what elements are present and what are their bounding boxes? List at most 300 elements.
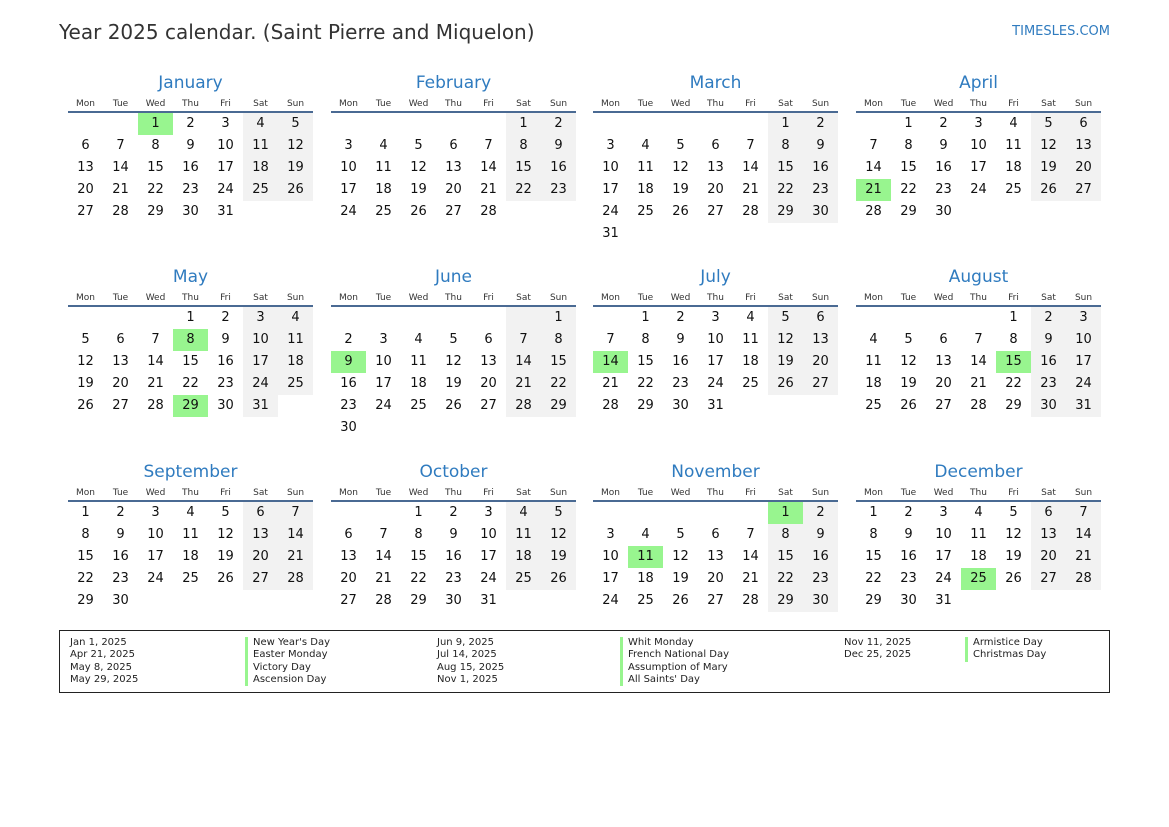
day-cell: 19 — [1005, 549, 1022, 564]
day-cell: 19 — [77, 376, 94, 391]
day-cell: 3 — [484, 505, 493, 520]
day-cell: 24 — [970, 182, 987, 197]
empty-cell — [698, 502, 733, 524]
day-cell: 29 — [410, 593, 427, 608]
day-cell: 22 — [506, 179, 541, 201]
month-may — [68, 267, 313, 417]
empty-cell — [628, 502, 663, 524]
day-cell: 15 — [637, 354, 654, 369]
day-cell: 19 — [445, 376, 462, 391]
day-cell: 27 — [340, 593, 357, 608]
day-cell: 19 — [672, 182, 689, 197]
day-cell: 23 — [672, 376, 689, 391]
empty-cell — [243, 201, 278, 223]
weekday-label: Tue — [375, 488, 392, 498]
weekday-label: Wed — [933, 488, 954, 498]
day-cell: 22 — [768, 568, 803, 590]
day-cell: 26 — [410, 204, 427, 219]
day-cell: 15 — [865, 549, 882, 564]
day-cell: 31 — [935, 593, 952, 608]
weekday-label: Mon — [864, 488, 883, 498]
day-cell: 14 — [112, 160, 129, 175]
day-cell: 28 — [970, 398, 987, 413]
day-cell: 5 — [904, 332, 913, 347]
day-cell: 21 — [742, 182, 759, 197]
day-cell: 30 — [340, 420, 357, 435]
day-cell: 30 — [900, 593, 917, 608]
legend-date: Jun 9, 2025 — [437, 637, 494, 648]
holiday-day-cell: 1 — [138, 113, 173, 135]
weekday-label: Wed — [145, 293, 166, 303]
weekday-header — [593, 97, 838, 113]
day-grid — [593, 502, 838, 612]
month-name: January — [158, 73, 223, 93]
day-cell: 2 — [803, 113, 838, 135]
day-cell: 24 — [375, 398, 392, 413]
day-cell: 18 — [375, 182, 392, 197]
month-april — [856, 73, 1101, 223]
day-cell: 2 — [186, 116, 195, 131]
day-cell: 24 — [707, 376, 724, 391]
day-cell: 5 — [1031, 113, 1066, 135]
day-cell: 12 — [672, 549, 689, 564]
weekday-label: Sun — [286, 99, 305, 109]
day-cell: 12 — [1005, 527, 1022, 542]
weekday-label: Fri — [1008, 293, 1019, 303]
weekday-label: Wed — [670, 99, 691, 109]
day-cell: 10 — [243, 329, 278, 351]
day-cell: 28 — [506, 395, 541, 417]
empty-cell — [366, 307, 401, 329]
day-cell: 13 — [1031, 524, 1066, 546]
empty-cell — [471, 417, 506, 439]
weekday-label: Wed — [145, 488, 166, 498]
legend-names-1 — [245, 637, 330, 686]
legend-date: May 29, 2025 — [70, 673, 139, 685]
day-cell: 30 — [935, 204, 952, 219]
day-cell: 27 — [707, 593, 724, 608]
day-cell: 23 — [182, 182, 199, 197]
day-cell: 15 — [768, 157, 803, 179]
day-cell: 16 — [445, 549, 462, 564]
day-cell: 7 — [116, 138, 125, 153]
day-cell: 3 — [379, 332, 388, 347]
weekday-label: Sat — [778, 99, 793, 109]
empty-cell — [663, 502, 698, 524]
day-grid — [68, 502, 313, 612]
day-cell: 17 — [602, 571, 619, 586]
day-cell: 9 — [116, 527, 125, 542]
day-cell: 13 — [707, 160, 724, 175]
day-cell: 29 — [147, 204, 164, 219]
day-cell: 1 — [869, 505, 878, 520]
day-cell: 28 — [147, 398, 164, 413]
empty-cell — [506, 307, 541, 329]
day-cell: 29 — [865, 593, 882, 608]
day-cell: 17 — [243, 351, 278, 373]
legend-date: Dec 25, 2025 — [844, 649, 912, 661]
day-cell: 16 — [182, 160, 199, 175]
weekday-label: Sun — [811, 488, 830, 498]
day-cell: 5 — [1009, 505, 1018, 520]
day-cell: 24 — [147, 571, 164, 586]
day-cell: 26 — [1031, 179, 1066, 201]
day-cell: 9 — [541, 135, 576, 157]
day-cell: 30 — [803, 590, 838, 612]
day-cell: 16 — [803, 157, 838, 179]
day-cell: 14 — [865, 160, 882, 175]
weekday-header — [331, 486, 576, 502]
weekday-label: Mon — [864, 293, 883, 303]
day-cell: 13 — [803, 329, 838, 351]
legend-holiday-name: Whit Monday — [620, 637, 729, 649]
day-cell: 28 — [865, 204, 882, 219]
day-cell: 31 — [1066, 395, 1101, 417]
empty-cell — [926, 307, 961, 329]
month-october — [331, 462, 576, 612]
day-grid — [331, 502, 576, 612]
weekday-label: Wed — [933, 293, 954, 303]
day-cell: 2 — [449, 505, 458, 520]
month-name: February — [415, 73, 492, 93]
day-cell: 19 — [541, 546, 576, 568]
legend-names-3 — [965, 637, 1046, 662]
day-cell: 13 — [445, 160, 462, 175]
day-cell: 5 — [414, 138, 423, 153]
day-cell: 6 — [1031, 502, 1066, 524]
empty-cell — [68, 113, 103, 135]
empty-cell — [856, 307, 891, 329]
legend-date: Jan 1, 2025 — [70, 637, 127, 648]
day-cell: 9 — [676, 332, 685, 347]
day-cell: 8 — [768, 524, 803, 546]
day-cell: 6 — [344, 527, 353, 542]
weekday-label: Tue — [900, 488, 917, 498]
day-cell: 9 — [904, 527, 913, 542]
day-cell: 11 — [243, 135, 278, 157]
day-cell: 18 — [243, 157, 278, 179]
day-cell: 20 — [445, 182, 462, 197]
month-march — [593, 73, 838, 245]
weekday-label: Mon — [76, 293, 95, 303]
day-cell: 9 — [449, 527, 458, 542]
weekday-label: Tue — [637, 293, 654, 303]
day-cell: 15 — [410, 549, 427, 564]
day-cell: 4 — [641, 138, 650, 153]
day-cell: 22 — [410, 571, 427, 586]
empty-cell — [243, 590, 278, 612]
weekday-label: Mon — [601, 488, 620, 498]
day-cell: 14 — [970, 354, 987, 369]
weekday-label: Thu — [182, 488, 199, 498]
weekday-label: Sun — [549, 293, 568, 303]
legend-holiday-name: Christmas Day — [965, 649, 1046, 661]
day-cell: 17 — [707, 354, 724, 369]
day-cell: 26 — [672, 204, 689, 219]
day-cell: 10 — [602, 160, 619, 175]
day-cell: 26 — [900, 398, 917, 413]
weekday-label: Sat — [778, 488, 793, 498]
day-cell: 11 — [506, 524, 541, 546]
day-cell: 3 — [606, 138, 615, 153]
day-cell: 25 — [865, 398, 882, 413]
weekday-label: Mon — [601, 99, 620, 109]
day-cell: 29 — [768, 201, 803, 223]
empty-cell — [401, 113, 436, 135]
day-cell: 2 — [904, 505, 913, 520]
month-january — [68, 73, 313, 223]
day-cell: 8 — [768, 135, 803, 157]
day-cell: 1 — [641, 310, 650, 325]
empty-cell — [733, 223, 768, 245]
day-cell: 12 — [445, 354, 462, 369]
day-cell: 21 — [742, 571, 759, 586]
day-cell: 13 — [707, 549, 724, 564]
weekday-label: Tue — [637, 99, 654, 109]
day-cell: 23 — [541, 179, 576, 201]
day-cell: 2 — [116, 505, 125, 520]
day-cell: 28 — [112, 204, 129, 219]
day-cell: 24 — [243, 373, 278, 395]
month-name: July — [700, 267, 731, 287]
day-cell: 8 — [641, 332, 650, 347]
empty-cell — [278, 201, 313, 223]
legend-dates-1 — [70, 637, 138, 686]
day-cell: 29 — [768, 590, 803, 612]
day-cell: 14 — [278, 524, 313, 546]
day-cell: 21 — [147, 376, 164, 391]
day-cell: 1 — [506, 113, 541, 135]
day-cell: 6 — [484, 332, 493, 347]
weekday-label: Mon — [864, 99, 883, 109]
day-cell: 27 — [112, 398, 129, 413]
day-cell: 1 — [81, 505, 90, 520]
day-cell: 31 — [217, 204, 234, 219]
day-cell: 28 — [742, 204, 759, 219]
day-cell: 28 — [742, 593, 759, 608]
day-cell: 20 — [340, 571, 357, 586]
weekday-label: Wed — [670, 293, 691, 303]
day-cell: 2 — [676, 310, 685, 325]
weekday-label: Tue — [112, 293, 129, 303]
day-cell: 4 — [1009, 116, 1018, 131]
month-december — [856, 462, 1101, 612]
day-cell: 2 — [221, 310, 230, 325]
weekday-label: Thu — [707, 293, 724, 303]
day-cell: 27 — [480, 398, 497, 413]
day-cell: 31 — [707, 398, 724, 413]
day-cell: 20 — [243, 546, 278, 568]
weekday-header — [331, 291, 576, 307]
day-cell: 3 — [939, 505, 948, 520]
day-cell: 7 — [379, 527, 388, 542]
day-cell: 12 — [77, 354, 94, 369]
weekday-label: Thu — [707, 99, 724, 109]
day-cell: 26 — [672, 593, 689, 608]
day-cell: 29 — [541, 395, 576, 417]
legend-date: Apr 21, 2025 — [70, 649, 136, 661]
weekday-label: Fri — [220, 293, 231, 303]
weekday-label: Thu — [182, 99, 199, 109]
day-cell: 22 — [541, 373, 576, 395]
day-cell: 14 — [480, 160, 497, 175]
day-cell: 6 — [939, 332, 948, 347]
day-cell: 17 — [1066, 351, 1101, 373]
weekday-label: Fri — [483, 99, 494, 109]
day-cell: 11 — [410, 354, 427, 369]
day-cell: 19 — [217, 549, 234, 564]
day-cell: 21 — [506, 373, 541, 395]
empty-cell — [961, 590, 996, 612]
weekday-label: Wed — [408, 488, 429, 498]
day-cell: 15 — [900, 160, 917, 175]
empty-cell — [733, 113, 768, 135]
day-cell: 23 — [803, 568, 838, 590]
empty-cell — [1066, 590, 1101, 612]
empty-cell — [278, 395, 313, 417]
site-link[interactable]: TIMESLES.COM — [1012, 24, 1110, 39]
day-cell: 18 — [637, 571, 654, 586]
day-cell: 18 — [1005, 160, 1022, 175]
day-cell: 14 — [1066, 524, 1101, 546]
day-cell: 19 — [278, 157, 313, 179]
day-cell: 2 — [344, 332, 353, 347]
day-cell: 27 — [935, 398, 952, 413]
empty-cell — [733, 502, 768, 524]
day-cell: 21 — [375, 571, 392, 586]
weekday-label: Sat — [516, 99, 531, 109]
day-cell: 29 — [77, 593, 94, 608]
weekday-label: Thu — [445, 293, 462, 303]
day-cell: 5 — [449, 332, 458, 347]
empty-cell — [1066, 201, 1101, 223]
empty-cell — [541, 417, 576, 439]
day-cell: 11 — [278, 329, 313, 351]
day-cell: 14 — [375, 549, 392, 564]
weekday-label: Tue — [375, 293, 392, 303]
weekday-label: Thu — [707, 488, 724, 498]
weekday-header — [68, 486, 313, 502]
weekday-label: Thu — [970, 99, 987, 109]
day-cell: 22 — [77, 571, 94, 586]
holiday-day-cell: 11 — [628, 546, 663, 568]
day-cell: 6 — [1066, 113, 1101, 135]
day-cell: 20 — [1066, 157, 1101, 179]
legend-holiday-name: Ascension Day — [245, 674, 330, 686]
day-cell: 12 — [278, 135, 313, 157]
month-august — [856, 267, 1101, 417]
day-cell: 25 — [410, 398, 427, 413]
empty-cell — [208, 590, 243, 612]
legend-date: Nov 1, 2025 — [437, 673, 498, 685]
weekday-header — [68, 97, 313, 113]
day-cell: 7 — [278, 502, 313, 524]
day-cell: 19 — [900, 376, 917, 391]
weekday-label: Sun — [549, 488, 568, 498]
month-name: December — [934, 462, 1023, 482]
weekday-label: Mon — [601, 293, 620, 303]
day-cell: 31 — [480, 593, 497, 608]
day-cell: 24 — [340, 204, 357, 219]
empty-cell — [768, 395, 803, 417]
day-cell: 20 — [112, 376, 129, 391]
empty-cell — [436, 307, 471, 329]
day-cell: 9 — [1031, 329, 1066, 351]
day-cell: 12 — [672, 160, 689, 175]
day-cell: 10 — [217, 138, 234, 153]
day-cell: 3 — [151, 505, 160, 520]
day-cell: 3 — [221, 116, 230, 131]
day-cell: 27 — [1066, 179, 1101, 201]
weekday-label: Tue — [112, 99, 129, 109]
weekday-header — [593, 291, 838, 307]
day-cell: 10 — [375, 354, 392, 369]
day-cell: 11 — [865, 354, 882, 369]
day-cell: 10 — [707, 332, 724, 347]
legend-names-2 — [620, 637, 729, 686]
empty-cell — [471, 307, 506, 329]
day-cell: 13 — [77, 160, 94, 175]
day-cell: 17 — [217, 160, 234, 175]
weekday-label: Wed — [670, 488, 691, 498]
day-cell: 4 — [641, 527, 650, 542]
day-cell: 30 — [672, 398, 689, 413]
day-cell: 16 — [112, 549, 129, 564]
weekday-label: Fri — [483, 488, 494, 498]
legend-holiday-name: Assumption of Mary — [620, 662, 729, 674]
day-cell: 26 — [278, 179, 313, 201]
day-cell: 18 — [182, 549, 199, 564]
day-cell: 7 — [746, 527, 755, 542]
day-cell: 9 — [221, 332, 230, 347]
day-cell: 12 — [410, 160, 427, 175]
empty-cell — [663, 223, 698, 245]
weekday-label: Mon — [76, 99, 95, 109]
weekday-label: Fri — [220, 99, 231, 109]
day-cell: 2 — [1031, 307, 1066, 329]
day-cell: 28 — [1066, 568, 1101, 590]
day-cell: 6 — [116, 332, 125, 347]
legend-date: Nov 11, 2025 — [844, 637, 912, 648]
day-cell: 28 — [278, 568, 313, 590]
day-cell: 2 — [939, 116, 948, 131]
day-cell: 26 — [445, 398, 462, 413]
day-cell: 3 — [1066, 307, 1101, 329]
day-cell: 20 — [803, 351, 838, 373]
day-cell: 18 — [970, 549, 987, 564]
day-cell: 10 — [970, 138, 987, 153]
empty-cell — [138, 307, 173, 329]
day-cell: 20 — [77, 182, 94, 197]
day-cell: 27 — [707, 204, 724, 219]
day-cell: 22 — [637, 376, 654, 391]
day-cell: 20 — [707, 182, 724, 197]
day-cell: 24 — [1066, 373, 1101, 395]
day-cell: 23 — [803, 179, 838, 201]
day-cell: 10 — [147, 527, 164, 542]
empty-cell — [996, 201, 1031, 223]
empty-cell — [1031, 590, 1066, 612]
weekday-label: Sun — [811, 293, 830, 303]
empty-cell — [593, 113, 628, 135]
day-cell: 16 — [340, 376, 357, 391]
day-cell: 28 — [375, 593, 392, 608]
empty-cell — [856, 113, 891, 135]
day-cell: 11 — [375, 160, 392, 175]
day-cell: 8 — [869, 527, 878, 542]
day-cell: 7 — [606, 332, 615, 347]
day-cell: 27 — [803, 373, 838, 395]
